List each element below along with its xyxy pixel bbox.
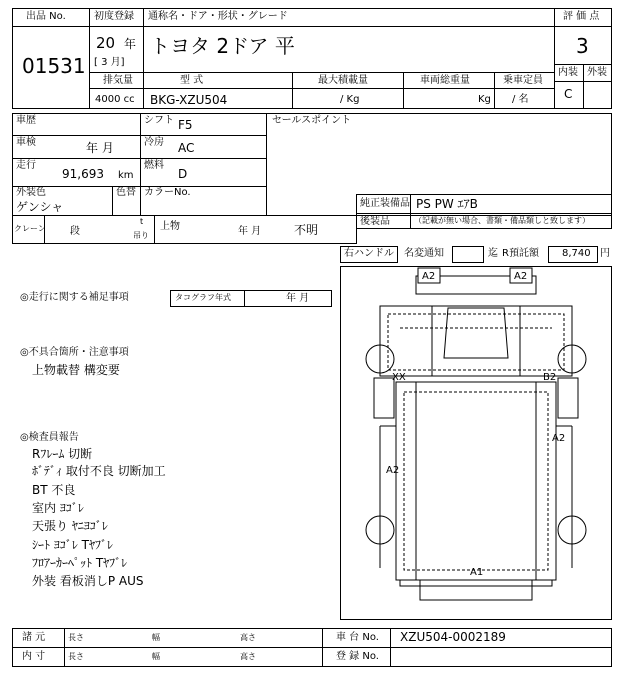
damage-mark: A2 (386, 465, 400, 476)
run-notes-label: ◎走行に関する補足事項 (20, 292, 129, 303)
color-label: 外装色 (16, 187, 46, 198)
damage-mark: A2 (552, 433, 566, 444)
shift-label: シフト (144, 115, 174, 126)
color-value: ゲンシャ (16, 200, 64, 214)
interior-size-label: 内 寸 (22, 651, 46, 662)
name-change-label: 名変通知 (404, 248, 444, 259)
report-line: ﾌﾛｱｰｶｰﾍﾟｯﾄ Tﾔﾌﾞﾚ (32, 556, 128, 570)
crane-lift: 吊り (133, 231, 149, 240)
overall-grade: 3 (576, 34, 589, 58)
grade-label: 評 価 点 (563, 11, 600, 22)
damage-mark: A2 (514, 271, 528, 282)
interior-grade-label: 内装 (558, 67, 578, 78)
max-load-label: 最大積載量 (318, 75, 368, 86)
gross-weight-label: 車両総重量 (420, 75, 470, 86)
lot-number-label: 出品 No. (26, 11, 66, 22)
standard-equipment-value: PS PW ｴｱB (416, 197, 478, 211)
tachograph-label: タコグラフ年式 (175, 293, 231, 302)
color-code-label: カラーNo. (144, 187, 191, 198)
chassis-label: 車 台 No. (336, 632, 379, 643)
height-label: 高さ (240, 652, 256, 661)
report-line: 天張り ﾔﾆﾖｺﾞﾚ (32, 519, 108, 533)
shift-value: F5 (178, 118, 193, 132)
report-line: 室内 ﾖｺﾞﾚ (32, 501, 84, 515)
crane-ton: t (140, 217, 144, 226)
fuel-value: D (178, 167, 188, 181)
damage-mark: A2 (422, 271, 436, 282)
damage-mark: XX (392, 372, 406, 383)
inspection-label: 車検 (16, 137, 36, 148)
report-line: ﾎﾞﾃﾞｨ 取付不良 切断加工 (32, 464, 166, 478)
crane-stage: 段 (70, 226, 80, 237)
report-line: BT 不良 (32, 483, 76, 497)
capacity-value: / 名 (512, 94, 529, 105)
car-name: トヨタ 2ドア 平 (150, 34, 295, 58)
length-label: 長さ (68, 652, 84, 661)
gross-weight-value: Kg (478, 94, 491, 105)
displacement-value: 4000 cc (95, 94, 135, 105)
sales-point-label: セールスポイント (272, 115, 352, 126)
length-label: 長さ (68, 633, 84, 642)
upper-body-label: 上物 (160, 221, 180, 232)
displacement-label: 排気量 (103, 75, 133, 86)
defect-notes-label: ◎不具合箇所・注意事項 (20, 347, 129, 358)
lot-number: 01531 (22, 54, 86, 78)
damage-mark: A1 (470, 567, 484, 578)
interior-grade: C (564, 87, 573, 101)
max-load-value: / Kg (340, 94, 360, 105)
fuel-label: 燃料 (144, 160, 164, 171)
ac-value: AC (178, 141, 195, 155)
recycle-fee-value: 8,740 (562, 248, 591, 259)
yen-label: 円 (600, 248, 610, 259)
first-registration-label: 初度登録 (94, 11, 134, 22)
car-name-label: 通称名・ドア・形状・グレード (148, 11, 288, 22)
report-line: ｼｰﾄ ﾖｺﾞﾚ Tﾔﾌﾞﾚ (32, 538, 113, 552)
mileage-label: 走行 (16, 160, 36, 171)
width-label: 幅 (152, 633, 160, 642)
inspector-report-label: ◎検査員報告 (20, 432, 79, 443)
exterior-grade-label: 外装 (587, 67, 607, 78)
capacity-label: 乗車定員 (503, 75, 543, 86)
ac-label: 冷房 (144, 137, 164, 148)
registration-label: 登 録 No. (336, 651, 379, 662)
report-line: 外装 看板消しP AUS (32, 574, 144, 588)
registration-year-unit: 年 (124, 37, 137, 51)
mileage-value: 91,693 (62, 167, 104, 181)
deadline-label: 迄 (488, 248, 498, 259)
report-line: Rﾌﾚｰﾑ 切断 (32, 447, 93, 461)
registration-month: [ 3 月] (94, 57, 125, 68)
chassis-value: XZU504-0002189 (400, 630, 506, 644)
inspection-value: 年 月 (86, 141, 114, 155)
history-label: 車歴 (16, 115, 36, 126)
width-label: 幅 (152, 652, 160, 661)
standard-equipment-label: 純正装備品 (360, 198, 410, 209)
model-label: 型 式 (180, 75, 204, 86)
mileage-unit: km (118, 170, 134, 181)
damage-mark: B2 (543, 372, 557, 383)
upper-body-value: 不明 (294, 223, 319, 237)
recycle-fee-label: R預託額 (502, 248, 539, 259)
registration-year: 20 (96, 34, 116, 52)
defect-notes-text: 上物載替 構変要 (32, 363, 120, 377)
crane-label: クレーン (14, 224, 46, 233)
handle-value: 右ハンドル (344, 248, 394, 259)
tachograph-value: 年 月 (286, 293, 310, 304)
aftermarket-label: 後装品 (360, 216, 390, 227)
color-change-label: 色替 (116, 187, 136, 198)
name-change-box (452, 246, 484, 263)
model-value: BKG-XZU504 (150, 93, 228, 107)
upper-body-date: 年 月 (238, 226, 262, 237)
aftermarket-note: （記載が無い場合、書類・備品類しと致します） (414, 216, 590, 225)
height-label: 高さ (240, 633, 256, 642)
size-label: 諸 元 (22, 632, 46, 643)
